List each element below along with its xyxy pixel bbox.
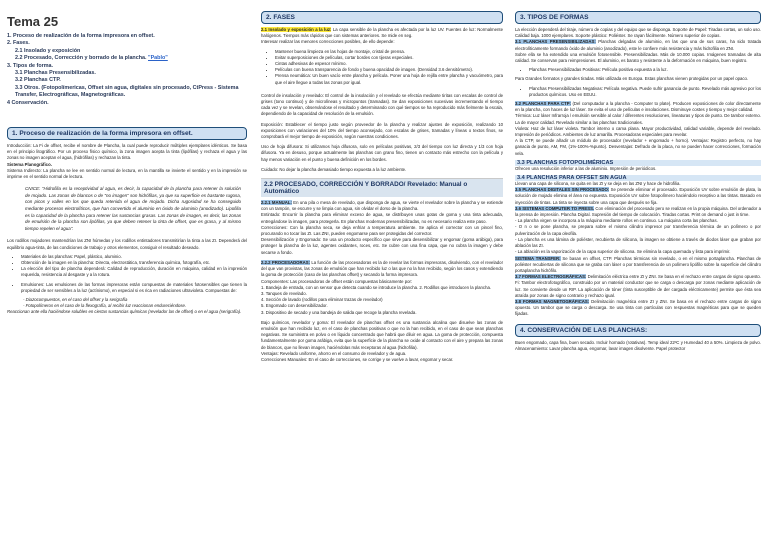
list-item: • Planchas Presensibilizadas Negativas: Película negativa. Puede sufrir ganancia de punto. Revelado más agresivo por los productos químicos. Uso en EEUU.: [529, 86, 761, 98]
toc-item[interactable]: 3.2 Planchas CTP.: [15, 77, 61, 84]
toc-item[interactable]: 2. Fases.: [7, 40, 30, 47]
column-right: [511, 0, 765, 543]
list-item: • Películas con buena transparencia de fondo y buena opacidad de imagen. (Densidad 3.6 densitómetro).: [275, 67, 503, 73]
list-item: • Materiales de las planchas: Papel, plástico, aluminio.: [21, 254, 247, 260]
presens-list-2: [529, 86, 761, 98]
list-item: • Prensa neumática: Un buen vacío entre plancha y película. Poner una hoja de rejilla entre plancha y vacuómetro, para que el aire llegue a todas las zonas por igual.: [275, 73, 503, 85]
ctp-modulo-paragraph: A la CTP, se puede añadir un módulo de procesador (revelador + engomado + horno). Ventajas: Registro perfecto, no hay ganacia de punto, AM, FM, (1%-100%-%punto). Desventajas: Defrado de la placa, no se pueden hacer correcciones, formación vela.: [515, 138, 761, 156]
toc-item[interactable]: 1. Proceso de realización de la forma impresora en offset.: [7, 33, 155, 39]
tipos-intro: La elección dependerá del tiraje, número de copias y del equipo que se disponga. Soporte de Papel: Tiradas cortas, un solo uso. Calidad baja. 1000 ejemplares. Soporte plástico: Poliéster. Se rayan fácilmente. Número superior de copias.: [515, 27, 761, 39]
component-item: 3. Tanques de revelado.: [261, 290, 307, 296]
componentes-intro: Componentes: Las procesadoras de offset están compuestas básicamente por:: [261, 278, 413, 284]
component-item: 5. Engomado con desensibilizador.: [261, 303, 328, 309]
ctpress-item: - O n o se pone plancha, se prepara sobre el mismo cilindro impresor por transferencia térmica de un polímero o por pulverización de la capa oleofila.: [515, 224, 761, 236]
electrograficas-heading: 3.7 FORMAS ELECTROGRÁFICAS:: [515, 274, 587, 280]
fotopolimericas-heading: 3.3 PLANCHAS FOTOPOLIMÉRICAS: [515, 160, 761, 166]
entintado-paragraph: Entintado: Encurrir la plancha para eliminar exceso de agua, se distribuyen unas gotas de goma y una tinta adecuada, entregándose la imagen, para protegerla. En planchas modernas presensibilizadas, no es necesario realiza este paso.: [261, 212, 503, 224]
section-heading-2-2: 2.2 PROCESADO, CORRECCIÓN Y BORRADO/ Revelado: Manual o Automático: [261, 178, 503, 197]
computer-to-press-paragraph: 3.6 SISTEMAS COMPUTER TO PRESS. Con eliminación del procesado pero se realizan en la propia máquina. Del ordenador a la prensa de impresión. Plancha Digital. Supresión del tiempo de colocación. Tiradas cortas. Print on demand o just in time.: [515, 205, 761, 218]
emulsion-list: [21, 282, 247, 294]
emulsion-sub: - Fotopolímeros en el caso de la flexografía, al recibir luz reaccionan endureciéndose.: [23, 303, 187, 309]
transfer-heading: SISTEMA TRANSFER:: [515, 255, 561, 261]
column-left: [3, 0, 253, 543]
section-heading-3: 3. TIPOS DE FORMAS: [515, 11, 761, 24]
sin-agua-heading: 3.4 PLANCHAS PARA OFFSET SIN AGUA: [515, 175, 761, 181]
control-paragraph: Control de insolación y revelado: El control de la insolación y el revelado se efectúa mediante tiritas con escalas de control de grises (tono continuo) y de microlíneas y micropuntos (tramadas). Se dan exposiciones sucesivas incrementando el tiempo cada vez y se revelan, observándose el resultado y determinando con qué tiempos se ha reproducido más fielmente la escala, dependiendo de la capacidad de resolución de la emulsión.: [261, 92, 503, 117]
manual-heading: 2.2.1 MANUAL:: [261, 200, 292, 206]
magnetograficas-heading: 3.8 FORMAS MAGNETOGRÁFICAS:: [515, 298, 590, 304]
ctp-heading: 3.2 PLANCHAS PARA CTP:: [515, 101, 571, 107]
ctp-paragraph: 3.2 PLANCHAS PARA CTP: (Del computador a la plancha - Computer to plate). Producen exposiciones de color directamente en la plancha, con haces de luz láser. Se evita el uso de películas e insolaciones. Disminuye costes y tiempo y mejor calidad.: [515, 101, 761, 113]
table-of-contents: [7, 33, 247, 107]
toc-item[interactable]: 2.2 Procesado, Corrección y borrado de la plancha. "Pablo": [15, 55, 168, 62]
conservacion-text: Buen engomado, capa fina, buen secado. Incluir hornado (rotativas). Temp ideal 22ºC y Humedad 40 a 50%. Limpieza de polvo. Almacenamiento: Lavar plancha agua, engomar, lavar imagen disolvente. Papel protector: [515, 339, 761, 351]
emulsion-note: Reaccionan ante ella haciéndose solubles en ciertas sustancias químicas (revelador las de offset) o en el agua (serigrafía).: [7, 309, 242, 315]
sistema-indirecto: Sistema Indirecto: La plancha se lee en sentido normal de lectura, en la mantilla se invierte el sentido y en la impresión se imprime en el sentido normal de lectura.: [7, 167, 247, 180]
toc-item[interactable]: 4 Conservación.: [7, 99, 49, 106]
materials-list: [21, 254, 247, 279]
presens-list: [529, 67, 761, 73]
insolado-paragraph: 2.1 Insolado y exposición a la luz: La capa sensible de la plancha es afectada por la luz UV. Fuentes de luz: Normalmente halógenos. Tiempos más rápidos que con sistemas anteriores. Se mide en seg.: [261, 27, 503, 39]
correcciones-manuales: Correcciones Manuales: En el caso de correcciones, se corrige y se vuelve a lavar, engomar y secar.: [261, 356, 454, 362]
pablo-link[interactable]: "Pablo": [148, 55, 168, 62]
cnice-quote: CNICE: "Hidrofilia es la receptividad al agua, es decir, la capacidad de la plancha para retener la solución de mojado. Las zonas de blancos o de "no imagen" son hidrófilas, ya que su superficie es bastante rugosa, con picos y valles en los que queda retenida el agua de mojado. Dicha rugosidad se ha conseguido mediante procesos electrolíticos, que han convertido el aluminio en óxido de aluminio (anodizado). Lipofilia es la capacidad de la plancha para retener las sustancias grasas. Las zonas de imagen, es decir, las zonas de emulsión de la plancha son lipófilas, ya que deben retener la tinta de offset, que es grasa, y al mismo tiempo repelen el agua".: [25, 186, 241, 231]
sin-agua-text: Llevan una capa de silicona, se quita en las ZI y se deja en las ZNI y hace de hidrofilia.: [515, 181, 681, 187]
toc-item[interactable]: 2.1 Insolado y exposición: [15, 47, 81, 54]
magnetograficas-paragraph: 3.8 FORMAS MAGNETOGRÁFICAS: Delimitación magnética entre ZI y ZNI. Se basa en el rechazo entre cargas de signo opuesto. Un tambor que se carga o descarga. Se usa tinta con partículas con respuestas magnéticas para que se queden fijadas.: [515, 298, 762, 317]
difusora-paragraph: Uso de hoja difusora: Si utilizamos hoja difusora, solo en películas positivas, 2/3 del tiempo con luz directa y 1/3 con hoja difusora. Ya en desuso, porque actualmente las planchas con grano fino, tienen un contacto más estrecho con la película y hay menos variación en el punto y buena definición en los bordes.: [261, 144, 503, 162]
cuidado-paragraph: Cuidado: No dejar la plancha demasiado tiempo expuesta a la luz ambiente.: [261, 166, 407, 172]
list-item: • Cintas adhesivas de espesor mínimo.: [275, 61, 503, 67]
ventajas-paragraph: Ventajas: Revelado uniforme, ahorro en el consumo de revelador y de agua.: [261, 350, 407, 356]
prep-list: [275, 49, 503, 86]
ctpress-item: - La ablación es la vaporización de la capa superior de silicona. Se elimina la capa quemada y lista para imprimir.: [515, 249, 731, 255]
digitales-paragraph: 3.5 PLANCHAS DIGITALES SIN PROCESADO: Se pretende eliminar el procesado. Exposición UV sobre emulsión de plata, la solución de mojado elimina el área no expuesta. Exposición UV sobre fotopolímero haciéndolo receptivo a las tintas. Basado en inyección de tintas. La tinta se inyecta sobre una capa que después se fija.: [515, 187, 761, 205]
presensibilizadas-paragraph: 3.1 PLANCHAS PRESENSIBILIZADAS: Planchas delgadas de aluminio, en las que una de sus caras, ha sido tratada electrolíticamente formando óxido de aluminio (anodizado), este le confiere más resistencia y más hidrofilia en ZNI.: [515, 39, 761, 51]
positivas-note: Para Grandes formatos y grandes tiradas. Más utilizada en Europa. Estas planchas vienen protegidas por un papel opaco.: [515, 76, 749, 82]
transfer-paragraph: SISTEMA TRANSFER: Se basan en offset, CTP. Planchas térmicas sin revelado, o en el mismo portaplancha. Planchas de poliéster recubiertas de silicona que se graba con láser o por transferencia de un polímero lipófilo sobre la superficie del cilindro portaplancha hidrófilo.: [515, 255, 762, 273]
toc-item[interactable]: 3.3 Otros. (Fotopolímericas, Offset sin agua, digitales sin procesado, CtPress - Sistema Transfer, Electrográficas, Magnetográficas.: [15, 84, 239, 99]
procesadoras-paragraph: 2.2.2 PROCESADORAS: La función de las procesadoras es la de revelar las formas impresoras, disolviendo, con el revelador del que van provistas, las zonas de emulsión que han recibido luz o las que no la han recibido, según los casos y extendiendo la goma de protección (caso de las planchas offset) y secando la forma impresora.: [261, 259, 503, 278]
presensibilizadas-more: Sobre ella se ha extendido una emulsión fotosensible. Presensibilizadas. Más de 10.000 copias. Imágenes tramadas de alta calidad. Se conservan para reimpresiones. El aluminio, es barato y resistente a la deformación en máquina, buen registro.: [515, 51, 761, 64]
list-item: • Evitar superposiciones de películas, cortar bordes con tijeras especiales.: [275, 55, 503, 61]
exposicion-paragraph: Exposición: Establecer el tiempo justo según proveedor de la plancha y realizar ajustes de exposición, realizando 10 exposiciones con variaciones del 10% del tiempo aconsejado, con escalas de grises, tramadas y líneas o textos finos, se comprobará el mejor tiempo de exposición, según nuestras condiciones.: [261, 121, 503, 140]
sistema-planografico: Sistema Planográfico.: [7, 161, 52, 167]
list-item: • La elección del tipo de plancha dependerá: Calidad de reproducción, duración en máquina, calidad en la impresión requerida, resistencia al desgaste y a la rotura.: [21, 266, 247, 278]
section-heading-2: 2. FASES: [261, 11, 503, 24]
electrograficas-paragraph: 3.7 FORMAS ELECTROGRÁFICAS: Delimitación eléctrica entre ZI y ZNI. Se basa en el rechazo entre cargas de signo opuesto. Fi: Tambor electrofotográfico, construido por un material conductor que se carga o descarga por zonas mediante aplicación de luz. Se convierte desde un RIP. La aplicación de tóner (tinta susceptible de der cargada eléctricamente) permite que ésta sea atraída por zonas de signo contrario y rechazo igual.: [515, 274, 761, 298]
digitales-heading: 3.5 PLANCHAS DIGITALES SIN PROCESADO:: [515, 187, 610, 193]
section-heading-1: 1. Proceso de realización de la forma impresora en offset.: [7, 127, 247, 140]
page-title: Tema 25: [7, 14, 59, 29]
computer-to-press-heading: 3.6 SISTEMAS COMPUTER TO PRESS.: [515, 205, 595, 211]
rodillos-paragraph: Los rodillos mojadores mantendrían las ZNI húmedas y los rodillos entintadores transmitirían la tinta a las ZI. Dependerá del equilibrio agua-tinta, de las condiciones de trabajo y otros elementos, consiguir el resultado deseado.: [7, 238, 247, 250]
column-middle: [257, 0, 507, 543]
list-item: • Obtención de la imagen en la plancha: Directa, electrostática, transferencia química, fotografía, etc.: [21, 260, 247, 266]
list-item: • Mantener buena limpieza en las hojas de montaje, cristal de prensa.: [275, 49, 503, 55]
ctpress-item: - La plancha virgen se incorpora a la máquina mediante rollos en continuo. La máquina corta las planchas.: [515, 218, 718, 224]
procesadoras-heading: 2.2.2 PROCESADORAS:: [261, 259, 311, 265]
component-item: 4. Sección de lavado (rodillos para eliminar trazas de revelador): [261, 297, 383, 303]
section-heading-4: 4. CONSERVACIÓN DE LAS PLANCHAS:: [515, 324, 761, 337]
toc-item[interactable]: 3.1 Planchas Presensibilizadas.: [15, 70, 96, 77]
fotopolimericas-text: Ofrecen una resolución inferior a las de aluminio. Impresión de periódicos.: [515, 165, 657, 171]
desensibilizacion-paragraph: Desensibilización y Engomado: Se usa un producto específico que sirve para desensibilizar y engomar (goma arábiga), para proteger la plancha de la luz, agentes oxidantes, roces, etc. Se cubre con una fina capa, que no cubra la imagen y debe secarse a fondo.: [261, 237, 503, 255]
presensibilizadas-heading: 3.1 PLANCHAS PRESENSIBILIZADAS:: [515, 39, 596, 45]
termica-paragraph: Térmica: Luz láser Infrarroja / emulsión sensible al calor / diferentes resoluciones, lineaturas y tipos de punto. De tambor externo. La de mayor calidad. Revelado similar a las planchas tradicionales.: [515, 113, 761, 125]
component-item: 3. Dispositivo de secado y una bandeja de salida que recoge la plancha revelada.: [261, 309, 417, 315]
manual-paragraph: 2.2.1 MANUAL: En una pila o mesa de revelado, que disponga de agua, se vierte el revelador sobre la plancha y se extiende con un tampón, se escurre y se limpia con agua, sin olvidar el dorso de la plancha.: [261, 200, 503, 212]
toc-item[interactable]: 3. Tipos de forma.: [7, 62, 54, 69]
list-item: • Emulsiones: Las emulsiones de las formas impresoras están compuestas de materiales fotosensibles que tienen la propiedad de ser sensibles a la luz (actínismo), en especial si es rica en radiaciones ultravioleta. Compuestas de:: [21, 282, 247, 294]
quimicos-paragraph: Bajo químicos, revelador y goma: El revelador de planchas offset es una sustancia alcalina que disuelve las zonas de emulsión que han recibido luz, en el caso de planchas positivas o que no la han recibido, en el caso de que sean planchas negativas. Se suministra en polvo o en líquido concentrado que habrá que diluir en agua. La goma de protección, compuesta fundamentalmente por goma arábiga, evita que la superficie de la plancha se oxide al contacto con el aire y prepara las zonas de blancos, que no llevan imagen, haciéndolas más receptoras al agua (hidrofilia).: [261, 319, 503, 350]
prep-intro: Interesar realizar las menores correcciones posibles, de ello depende:: [261, 39, 395, 45]
insolado-heading: 2.1 Insolado y exposición a la luz:: [261, 27, 332, 32]
intro-paragraph: Introducción: La Fi de offset, recibe el nombre de Plancha, la cual puede reproducir múltiples ejemplares idénticos. Se basa en el principio litográfico. Por un proceso físico químico, la zona imagen acepta la tinta (lipófilas) y rechaza el agua y las zonas no imagen aceptan el agua, (hidrófilas) y rechazan la tinta.: [7, 143, 247, 161]
emulsion-sub: - Diazocompuestos, en el caso del offset y la serigrafía: [23, 297, 128, 303]
violeta-paragraph: Violeta: Haz de luz láser violeta. Tambor interno o cama plana. Mayor productividad, calidad variable, depende del revelado. Impresión de periódicos. Ambientes de luz amarilla. Procesadoras especiales para revelar.: [515, 125, 761, 138]
correcciones-paragraph: Correcciones: Con la plancha seca, se deja enfriar a temperatura ambiente. Se aplica el corrector con un pincel fino, procurando no tocar las ZI. Las ZNI, pueden engomarse para ser protegidas del corrector.: [261, 224, 503, 237]
ctpress-item: - La plancha es una lámina de poliéster, recubierta de silicona, la imagen se obtiene a través de diodos láser que graban por ablación las ZI.: [515, 236, 761, 249]
list-item: • Planchas Presensibilizadas Positivas: Película positiva expuesta a la luz.: [529, 67, 761, 73]
component-item: 1. Bandeja de entrada, con un sensor que detecta cuando se introduce la plancha. 2. Rodillos que introducen la plancha.: [261, 284, 492, 290]
